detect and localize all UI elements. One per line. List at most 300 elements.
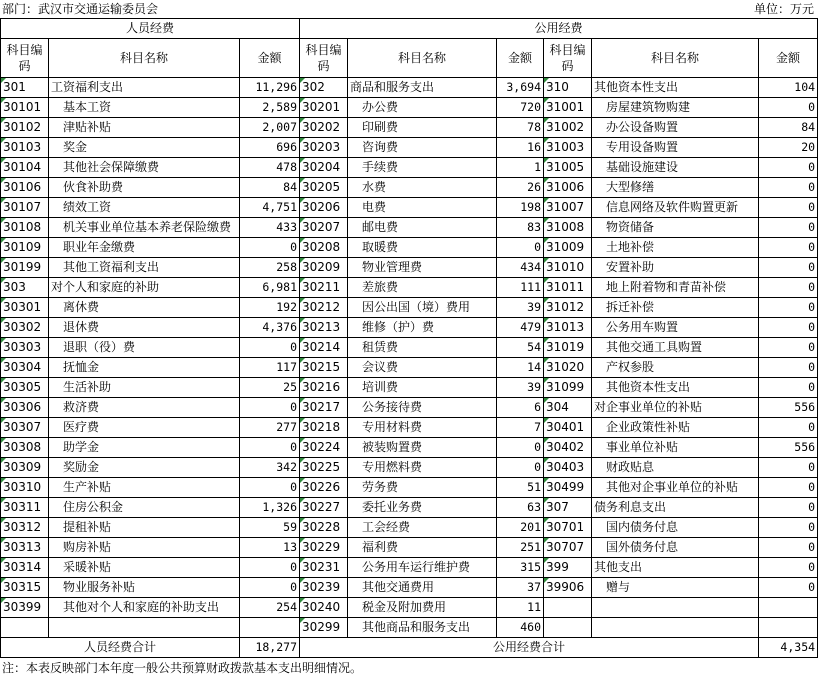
table-row [1,258,818,278]
amount-cell: 3,694 [497,78,544,98]
subject-code-cell: 31010 [544,258,592,278]
subject-name-cell: 咨询费 [348,138,497,158]
table-row [1,398,818,418]
subject-code-cell: 399 [544,558,592,578]
subject-code-cell: 30225 [300,458,348,478]
subject-name-cell: 职业年金缴费 [49,238,240,258]
section-header-personnel: 人员经费 [1,19,300,39]
subject-name-cell: 会议费 [348,358,497,378]
subject-name-cell: 水费 [348,178,497,198]
subject-name-cell: 取暖费 [348,238,497,258]
amount-cell: 0 [759,298,818,318]
subject-code-cell: 30299 [300,618,348,638]
table-row [1,358,818,378]
subject-name-cell [592,618,759,638]
subject-code-cell: 30310 [1,478,49,498]
amount-cell: 0 [497,238,544,258]
amount-cell: 0 [759,338,818,358]
amount-cell: 37 [497,578,544,598]
subject-name-cell: 助学金 [49,438,240,458]
subject-name-cell: 采暖补贴 [49,558,240,578]
table-row [1,78,818,98]
amount-cell: 84 [240,178,300,198]
subject-name-cell: 土地补偿 [592,238,759,258]
subject-code-cell: 30205 [300,178,348,198]
subject-code-cell: 31011 [544,278,592,298]
subject-name-cell: 奖金 [49,138,240,158]
subject-code-cell: 30701 [544,518,592,538]
amount-cell: 315 [497,558,544,578]
table-row [1,458,818,478]
subject-code-cell: 30707 [544,538,592,558]
subject-name-cell [49,618,240,638]
subject-code-cell: 30303 [1,338,49,358]
amount-cell: 6,981 [240,278,300,298]
amount-cell: 78 [497,118,544,138]
amount-cell: 0 [759,558,818,578]
subject-code-cell: 31001 [544,98,592,118]
subject-name-cell: 伙食补助费 [49,178,240,198]
amount-cell: 0 [759,218,818,238]
amount-cell: 277 [240,418,300,438]
table-row [1,498,818,518]
amount-cell: 84 [759,118,818,138]
amount-cell: 192 [240,298,300,318]
public-total-amount: 4,354 [759,638,818,658]
subject-name-cell: 其他资本性支出 [592,78,759,98]
amount-cell: 0 [759,498,818,518]
amount-cell: 0 [759,98,818,118]
amount-cell: 11 [497,598,544,618]
public-total-label: 公用经费合计 [300,638,759,658]
amount-cell: 0 [759,538,818,558]
subject-code-cell: 30206 [300,198,348,218]
subject-code-cell: 30104 [1,158,49,178]
subject-name-cell: 差旅费 [348,278,497,298]
subject-code-cell: 31020 [544,358,592,378]
subject-name-cell: 物资储备 [592,218,759,238]
subject-code-cell: 30106 [1,178,49,198]
subject-code-cell: 30311 [1,498,49,518]
subject-code-cell: 30214 [300,338,348,358]
amount-cell [759,618,818,638]
subject-name-cell: 赠与 [592,578,759,598]
column-header-code: 科目编码 [1,39,49,78]
table-row [1,218,818,238]
subject-name-cell: 培训费 [348,378,497,398]
amount-cell: 1,326 [240,498,300,518]
subject-name-cell: 委托业务费 [348,498,497,518]
subject-code-cell: 30226 [300,478,348,498]
subject-code-cell: 30212 [300,298,348,318]
subject-name-cell: 劳务费 [348,478,497,498]
amount-cell: 14 [497,358,544,378]
amount-cell: 201 [497,518,544,538]
table-row [1,318,818,338]
amount-cell: 0 [759,198,818,218]
subject-name-cell: 财政贴息 [592,458,759,478]
amount-cell: 0 [759,518,818,538]
amount-cell: 478 [240,158,300,178]
amount-cell: 696 [240,138,300,158]
subject-code-cell: 30204 [300,158,348,178]
table-row [1,478,818,498]
subject-name-cell: 抚恤金 [49,358,240,378]
amount-cell: 556 [759,398,818,418]
subject-name-cell: 工会经费 [348,518,497,538]
subject-name-cell: 奖励金 [49,458,240,478]
subject-code-cell: 30107 [1,198,49,218]
subject-name-cell: 其他对个人和家庭的补助支出 [49,598,240,618]
subject-name-cell: 信息网络及软件购置更新 [592,198,759,218]
table-row [1,338,818,358]
subject-code-cell: 30315 [1,578,49,598]
amount-cell: 0 [759,258,818,278]
table-row [1,418,818,438]
subject-name-cell: 专用设备购置 [592,138,759,158]
amount-cell: 0 [759,358,818,378]
subject-name-cell: 税金及附加费用 [348,598,497,618]
amount-cell: 0 [240,438,300,458]
subject-name-cell: 退职（役）费 [49,338,240,358]
subject-name-cell: 租赁费 [348,338,497,358]
subject-code-cell: 31009 [544,238,592,258]
amount-cell: 11,296 [240,78,300,98]
amount-cell: 39 [497,298,544,318]
amount-cell: 25 [240,378,300,398]
table-row [1,378,818,398]
subject-code-cell: 30313 [1,538,49,558]
table-row [1,618,818,638]
subject-code-cell: 30304 [1,358,49,378]
table-row [1,578,818,598]
subject-name-cell: 生产补贴 [49,478,240,498]
footnote: 注：本表反映部门本年度一般公共预算财政拨款基本支出明细情况。 [2,661,363,675]
amount-cell: 16 [497,138,544,158]
subject-code-cell: 30312 [1,518,49,538]
amount-cell: 0 [240,578,300,598]
subject-name-cell: 企业政策性补贴 [592,418,759,438]
subject-code-cell: 307 [544,498,592,518]
table-row [1,118,818,138]
subject-code-cell: 30108 [1,218,49,238]
amount-cell: 0 [240,398,300,418]
department-label: 部门：武汉市交通运输委员会 [2,2,159,16]
subject-name-cell: 退休费 [49,318,240,338]
expenditure-table [0,18,818,658]
amount-cell: 117 [240,358,300,378]
subject-name-cell: 因公出国（境）费用 [348,298,497,318]
amount-cell: 342 [240,458,300,478]
subject-name-cell [592,598,759,618]
amount-cell: 0 [759,418,818,438]
subject-code-cell: 31008 [544,218,592,238]
subject-name-cell: 商品和服务支出 [348,78,497,98]
subject-name-cell: 医疗费 [49,418,240,438]
amount-cell: 556 [759,438,818,458]
subject-code-cell: 31005 [544,158,592,178]
column-header-amount: 金额 [759,39,818,78]
report-header [0,0,818,18]
subject-code-cell: 304 [544,398,592,418]
column-header-code: 科目编码 [544,39,592,78]
subject-name-cell: 大型修缮 [592,178,759,198]
table-row [1,198,818,218]
subject-name-cell: 公务用车购置 [592,318,759,338]
subject-name-cell: 安置补助 [592,258,759,278]
subject-name-cell: 对个人和家庭的补助 [49,278,240,298]
subject-name-cell: 办公费 [348,98,497,118]
subject-name-cell: 其他对企事业单位的补贴 [592,478,759,498]
subject-name-cell: 对企事业单位的补贴 [592,398,759,418]
subject-code-cell: 30209 [300,258,348,278]
column-header-name: 科目名称 [348,39,497,78]
subject-code-cell: 30402 [544,438,592,458]
subject-name-cell: 其他社会保障缴费 [49,158,240,178]
subject-name-cell: 其他商品和服务支出 [348,618,497,638]
amount-cell: 54 [497,338,544,358]
amount-cell: 0 [759,478,818,498]
subject-code-cell: 30208 [300,238,348,258]
subject-code-cell: 30308 [1,438,49,458]
table-row [1,98,818,118]
amount-cell: 0 [759,278,818,298]
subject-code-cell: 30227 [300,498,348,518]
subject-name-cell: 印刷费 [348,118,497,138]
subject-name-cell: 物业服务补贴 [49,578,240,598]
subject-name-cell: 其他资本性支出 [592,378,759,398]
subject-name-cell: 手续费 [348,158,497,178]
subject-name-cell: 地上附着物和青苗补偿 [592,278,759,298]
subject-name-cell: 其他支出 [592,558,759,578]
subject-name-cell: 国外债务付息 [592,538,759,558]
subject-code-cell [544,618,592,638]
subject-name-cell: 公务用车运行维护费 [348,558,497,578]
table-row [1,438,818,458]
column-header-amount: 金额 [497,39,544,78]
subject-code-cell: 30101 [1,98,49,118]
subject-name-cell: 维修（护）费 [348,318,497,338]
amount-cell: 720 [497,98,544,118]
column-header-code: 科目编码 [300,39,348,78]
amount-cell: 4,376 [240,318,300,338]
subject-code-cell: 30207 [300,218,348,238]
subject-code-cell: 301 [1,78,49,98]
subject-code-cell: 31003 [544,138,592,158]
subject-code-cell: 39906 [544,578,592,598]
subject-name-cell: 离休费 [49,298,240,318]
amount-cell: 0 [759,238,818,258]
amount-cell: 4,751 [240,198,300,218]
subject-name-cell: 邮电费 [348,218,497,238]
table-row [1,558,818,578]
subject-name-cell: 拆迁补偿 [592,298,759,318]
subject-name-cell: 机关事业单位基本养老保险缴费 [49,218,240,238]
subject-name-cell: 专用燃料费 [348,458,497,478]
subject-code-cell: 30211 [300,278,348,298]
amount-cell: 0 [240,238,300,258]
amount-cell: 51 [497,478,544,498]
amount-cell: 2,007 [240,118,300,138]
table-row [1,138,818,158]
amount-cell [759,598,818,618]
subject-code-cell: 30499 [544,478,592,498]
unit-label: 单位：万元 [753,2,814,16]
subject-code-cell: 30103 [1,138,49,158]
column-header-amount: 金额 [240,39,300,78]
amount-cell: 258 [240,258,300,278]
column-header-name: 科目名称 [49,39,240,78]
table-row [1,598,818,618]
amount-cell: 2,589 [240,98,300,118]
personnel-total-label: 人员经费合计 [1,638,240,658]
subject-code-cell: 30231 [300,558,348,578]
subject-name-cell: 工资福利支出 [49,78,240,98]
amount-cell: 460 [497,618,544,638]
subject-code-cell: 30401 [544,418,592,438]
subject-name-cell: 事业单位补贴 [592,438,759,458]
subject-name-cell: 债务利息支出 [592,498,759,518]
amount-cell: 479 [497,318,544,338]
amount-cell: 198 [497,198,544,218]
subject-code-cell: 303 [1,278,49,298]
subject-code-cell: 30302 [1,318,49,338]
subject-code-cell [544,598,592,618]
amount-cell: 0 [759,458,818,478]
subject-code-cell: 302 [300,78,348,98]
amount-cell: 0 [240,558,300,578]
section-header-public: 公用经费 [300,19,818,39]
amount-cell: 254 [240,598,300,618]
subject-name-cell: 房屋建筑物购建 [592,98,759,118]
subject-code-cell: 31012 [544,298,592,318]
subject-name-cell: 救济费 [49,398,240,418]
subject-code-cell: 30203 [300,138,348,158]
amount-cell: 20 [759,138,818,158]
subject-code-cell: 30218 [300,418,348,438]
amount-cell: 13 [240,538,300,558]
subject-code-cell: 30199 [1,258,49,278]
subject-code-cell: 31002 [544,118,592,138]
subject-name-cell: 专用材料费 [348,418,497,438]
subject-code-cell: 30228 [300,518,348,538]
subject-code-cell: 31013 [544,318,592,338]
table-row [1,238,818,258]
subject-name-cell: 被装购置费 [348,438,497,458]
subject-code-cell: 30224 [300,438,348,458]
subject-code-cell: 30202 [300,118,348,138]
subject-code-cell: 31006 [544,178,592,198]
subject-name-cell: 电费 [348,198,497,218]
amount-cell: 0 [759,318,818,338]
subject-name-cell: 生活补助 [49,378,240,398]
subject-code-cell: 30314 [1,558,49,578]
amount-cell: 26 [497,178,544,198]
subject-code-cell: 30306 [1,398,49,418]
subject-code-cell: 30239 [300,578,348,598]
subject-name-cell: 产权参股 [592,358,759,378]
amount-cell: 0 [759,378,818,398]
subject-name-cell: 其他工资福利支出 [49,258,240,278]
subject-code-cell: 30403 [544,458,592,478]
amount-cell [240,618,300,638]
amount-cell: 0 [759,578,818,598]
subject-code-cell: 30217 [300,398,348,418]
subject-name-cell: 基本工资 [49,98,240,118]
subject-name-cell: 其他交通工具购置 [592,338,759,358]
subject-code-cell: 30301 [1,298,49,318]
amount-cell: 83 [497,218,544,238]
subject-name-cell: 住房公积金 [49,498,240,518]
amount-cell: 111 [497,278,544,298]
subject-code-cell: 30201 [300,98,348,118]
subject-name-cell: 其他交通费用 [348,578,497,598]
subject-code-cell: 30240 [300,598,348,618]
subject-code-cell: 30305 [1,378,49,398]
subject-code-cell [1,618,49,638]
subject-name-cell: 福利费 [348,538,497,558]
subject-code-cell: 30215 [300,358,348,378]
subject-code-cell: 30102 [1,118,49,138]
amount-cell: 0 [497,458,544,478]
subject-name-cell: 物业管理费 [348,258,497,278]
table-row [1,298,818,318]
subject-code-cell: 310 [544,78,592,98]
amount-cell: 251 [497,538,544,558]
subject-code-cell: 31099 [544,378,592,398]
table-row [1,538,818,558]
amount-cell: 0 [497,438,544,458]
amount-cell: 434 [497,258,544,278]
subject-code-cell: 30109 [1,238,49,258]
subject-code-cell: 31019 [544,338,592,358]
amount-cell: 59 [240,518,300,538]
amount-cell: 1 [497,158,544,178]
amount-cell: 63 [497,498,544,518]
subject-code-cell: 30309 [1,458,49,478]
amount-cell: 39 [497,378,544,398]
subject-name-cell: 基础设施建设 [592,158,759,178]
subject-name-cell: 办公设备购置 [592,118,759,138]
personnel-total-amount: 18,277 [240,638,300,658]
subject-name-cell: 津贴补贴 [49,118,240,138]
subject-name-cell: 公务接待费 [348,398,497,418]
amount-cell: 104 [759,78,818,98]
amount-cell: 6 [497,398,544,418]
subject-code-cell: 31007 [544,198,592,218]
subject-name-cell: 提租补贴 [49,518,240,538]
amount-cell: 0 [240,338,300,358]
amount-cell: 0 [759,158,818,178]
column-header-name: 科目名称 [592,39,759,78]
table-row [1,278,818,298]
subject-name-cell: 国内债务付息 [592,518,759,538]
table-row [1,178,818,198]
amount-cell: 7 [497,418,544,438]
subject-code-cell: 30229 [300,538,348,558]
subject-name-cell: 绩效工资 [49,198,240,218]
subject-name-cell: 购房补贴 [49,538,240,558]
amount-cell: 0 [759,178,818,198]
subject-code-cell: 30399 [1,598,49,618]
table-row [1,518,818,538]
subject-code-cell: 30307 [1,418,49,438]
table-row [1,158,818,178]
subject-code-cell: 30216 [300,378,348,398]
subject-code-cell: 30213 [300,318,348,338]
amount-cell: 0 [240,478,300,498]
amount-cell: 433 [240,218,300,238]
